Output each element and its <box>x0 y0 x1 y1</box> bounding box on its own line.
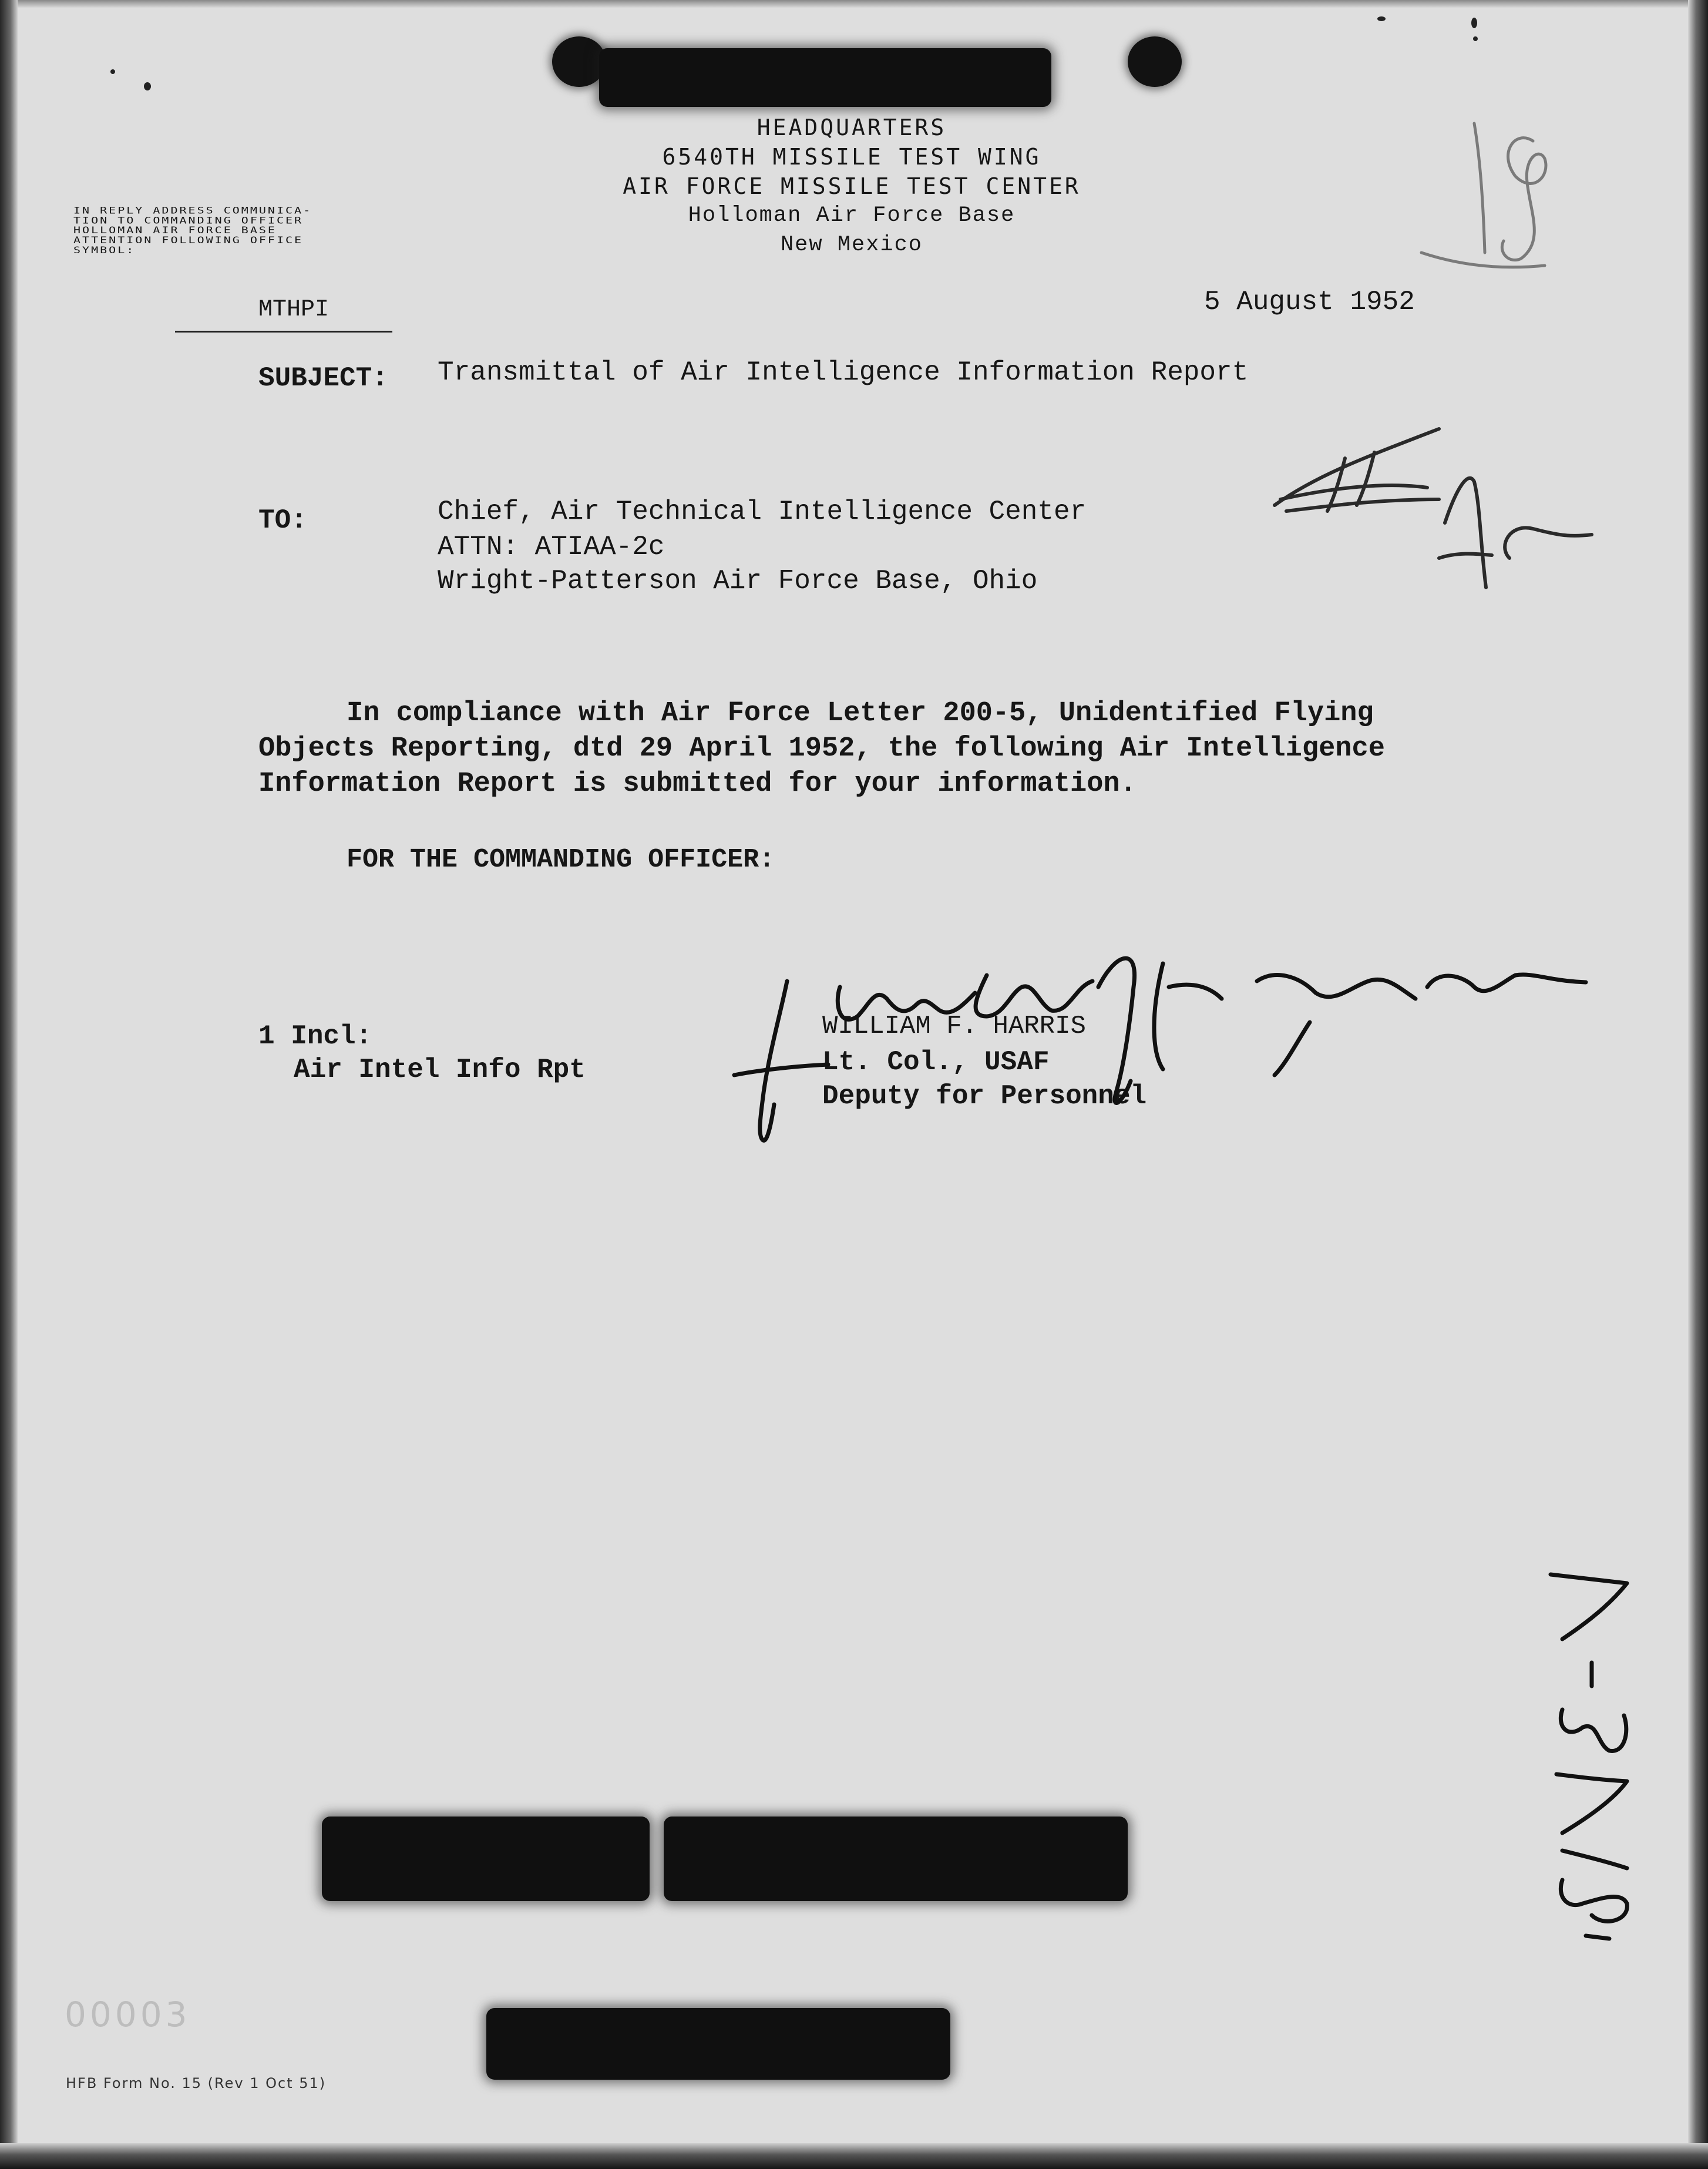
form-footer: HFB Form No. 15 (Rev 1 Oct 51) <box>66 2075 327 2091</box>
redaction-bottom-right <box>664 1817 1128 1901</box>
letterhead <box>517 113 1186 260</box>
to-line-2: ATTN: ATIAA-2c <box>438 532 665 562</box>
letterhead-center: AIR FORCE MISSILE TEST CENTER <box>623 173 1081 199</box>
body-line: In compliance with Air Force Letter 200-5, Unidentified Flying <box>347 698 1374 729</box>
signer-name: WILLIAM F. HARRIS <box>822 1012 1086 1041</box>
handwritten-number-18 <box>1398 106 1598 282</box>
to-line-3: Wright-Patterson Air Force Base, Ohio <box>438 566 1038 596</box>
scan-edge-right <box>1688 0 1708 2169</box>
speck <box>110 69 115 74</box>
speck <box>1471 18 1477 28</box>
punch-hole-left <box>552 36 606 87</box>
speck <box>1473 36 1478 41</box>
office-symbol: MTHPI <box>258 297 330 323</box>
speck <box>1377 16 1386 21</box>
punch-hole-right <box>1128 36 1182 87</box>
scan-edge-left <box>0 0 18 2169</box>
faint-stamp-number: 00003 <box>65 1995 191 2034</box>
redaction-bottom-lower <box>486 2008 950 2080</box>
reply-line: SYMBOL: <box>73 244 136 256</box>
reply-instructions <box>73 206 402 255</box>
letter-date: 5 August 1952 <box>1204 287 1415 317</box>
office-symbol-underline <box>175 331 392 333</box>
to-label: TO: <box>258 505 307 536</box>
scan-edge-top <box>0 0 1708 8</box>
reply-line: ATTENTION FOLLOWING OFFICE <box>73 234 304 246</box>
reply-line: HOLLOMAN AIR FORCE BASE <box>73 224 277 236</box>
handwritten-file-number <box>1527 1551 1645 1962</box>
closing-line: FOR THE COMMANDING OFFICER: <box>347 845 775 875</box>
signer-rank: Lt. Col., USAF <box>822 1047 1050 1077</box>
letterhead-wing: 6540TH MISSILE TEST WING <box>662 144 1041 170</box>
letterhead-headquarters: HEADQUARTERS <box>757 115 947 140</box>
subject-text: Transmittal of Air Intelligence Information Report <box>438 357 1249 388</box>
handwritten-initials <box>1263 388 1627 611</box>
inclosure-count: 1 Incl: <box>258 1021 372 1052</box>
to-line-1: Chief, Air Technical Intelligence Center <box>438 496 1087 527</box>
signer-title: Deputy for Personnel <box>822 1081 1147 1112</box>
handwritten-signature <box>693 916 1609 1151</box>
redaction-bottom-left <box>322 1817 650 1901</box>
reply-line: TION TO COMMANDING OFFICER <box>73 214 304 226</box>
scan-edge-bottom <box>0 2143 1708 2169</box>
body-paragraph <box>258 696 1504 802</box>
reply-line: IN REPLY ADDRESS COMMUNICA- <box>73 204 312 216</box>
inclosure-item: Air Intel Info Rpt <box>294 1055 586 1085</box>
letterhead-state: New Mexico <box>780 233 923 257</box>
speck <box>144 82 151 90</box>
body-line: Objects Reporting, dtd 29 April 1952, the following Air Intelligence <box>258 733 1385 764</box>
redaction-top <box>599 48 1051 107</box>
subject-label: SUBJECT: <box>258 363 388 394</box>
body-line: Information Report is submitted for your information. <box>258 768 1137 800</box>
letterhead-base: Holloman Air Force Base <box>688 203 1016 228</box>
